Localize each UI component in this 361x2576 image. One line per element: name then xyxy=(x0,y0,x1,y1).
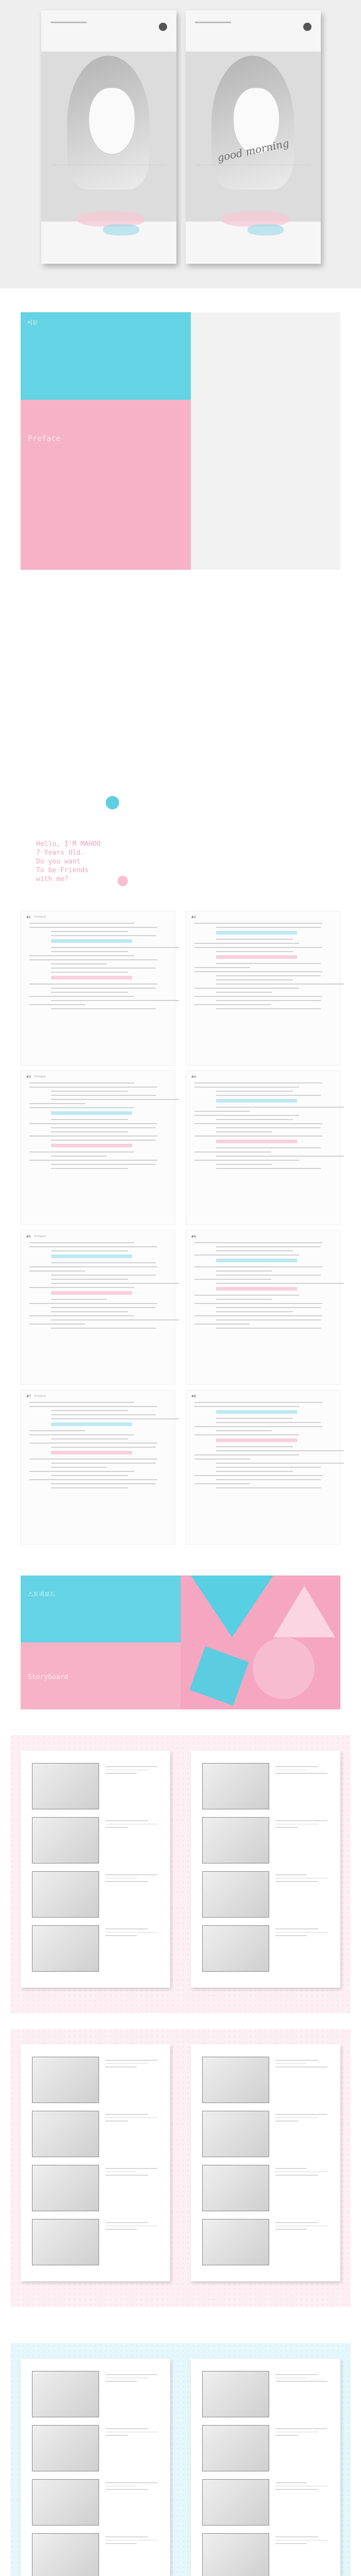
script-page-number: #7 xyxy=(26,1395,31,1398)
storyboard-row xyxy=(195,2109,336,2160)
script-lines xyxy=(194,923,334,1012)
book-cover-1 xyxy=(41,10,176,264)
storyboard-frame xyxy=(32,2219,99,2265)
storyboard-frame xyxy=(32,1925,99,1972)
preface-pink-block xyxy=(21,400,191,570)
storyboard-row xyxy=(25,2531,166,2576)
script-page xyxy=(186,1390,340,1545)
storyboard-row xyxy=(195,1815,336,1867)
script-lines xyxy=(29,923,169,1012)
preface-title-ko: 서문 xyxy=(27,319,38,326)
storyboard-row xyxy=(195,2423,336,2475)
storyboard-frame xyxy=(32,2057,99,2103)
storyboard-frame xyxy=(202,2219,269,2265)
storyboard-frame xyxy=(32,2479,99,2526)
square-shape xyxy=(189,1646,249,1705)
storyboard-sheet xyxy=(21,1751,170,1988)
storyboard-row xyxy=(25,1869,166,1921)
cover-signature: good morning xyxy=(216,137,290,164)
storyboard-sheet xyxy=(21,2359,170,2576)
script-page-number: #3 xyxy=(26,1075,31,1079)
storyboard-row xyxy=(195,1761,336,1812)
storyboard-label-ko: 스토리보드 xyxy=(28,1591,56,1598)
storyboard-row xyxy=(25,2109,166,2160)
script-page-number: #8 xyxy=(191,1395,196,1398)
storyboard-frame xyxy=(202,2371,269,2417)
storyboard-spread xyxy=(10,2029,351,2307)
cover-header-line xyxy=(195,22,231,23)
girl-face-illustration xyxy=(89,88,135,155)
script-page xyxy=(186,911,340,1065)
storyboard-row xyxy=(195,2477,336,2529)
script-page-name: Prologue xyxy=(35,1235,46,1238)
storyboard-row xyxy=(25,2055,166,2106)
storyboard-frame xyxy=(202,2425,269,2471)
script-page xyxy=(21,1230,175,1385)
triangle-shape xyxy=(191,1575,273,1637)
smile-face-icon xyxy=(106,796,119,809)
storyboard-frame xyxy=(202,2111,269,2157)
script-lines xyxy=(29,1402,169,1492)
geometric-art xyxy=(180,1575,340,1709)
storyboard-sheet xyxy=(191,2359,340,2576)
storyboard-frame xyxy=(32,2111,99,2157)
storyboard-row xyxy=(25,2477,166,2529)
storyboard-frame xyxy=(202,1763,269,1809)
sketch-lines xyxy=(52,165,165,216)
preface-blue-block xyxy=(21,312,191,400)
script-page-name: Prologue xyxy=(35,1075,46,1078)
script-page-number: #5 xyxy=(26,1235,31,1239)
storyboard-row xyxy=(25,2217,166,2268)
script-page xyxy=(21,1390,175,1545)
cover-header-line xyxy=(51,22,87,23)
script-pages-section xyxy=(21,911,340,1550)
storyboard-spread xyxy=(10,1735,351,2013)
blue-brush-mark xyxy=(103,224,139,235)
storyboard-frame xyxy=(32,2165,99,2211)
storyboard-row xyxy=(195,2217,336,2268)
storyboard-row xyxy=(195,1869,336,1921)
script-page-number: #4 xyxy=(191,1075,196,1079)
preface-section xyxy=(21,312,340,570)
storyboard-frame xyxy=(202,1817,269,1863)
script-lines xyxy=(194,1402,334,1492)
storyboard-frame xyxy=(202,1925,269,1972)
storyboard-frame xyxy=(32,2425,99,2471)
script-lines xyxy=(29,1082,169,1172)
script-page xyxy=(186,1230,340,1385)
storyboard-frame xyxy=(32,2371,99,2417)
script-page xyxy=(186,1071,340,1225)
book-cover-2 xyxy=(186,10,321,264)
storyboard-frame xyxy=(32,1817,99,1863)
storyboard-divider xyxy=(21,1575,340,1709)
storyboard-row xyxy=(25,2423,166,2475)
script-page-name: Prologue xyxy=(35,1395,46,1398)
storyboard-pink-block xyxy=(21,1642,180,1709)
storyboard-row xyxy=(195,2369,336,2420)
essay-right-column xyxy=(191,592,340,596)
storyboard-frame xyxy=(202,2479,269,2526)
storyboard-row xyxy=(25,2369,166,2420)
storyboard-frame xyxy=(202,1871,269,1918)
storyboard-row xyxy=(25,2163,166,2214)
script-page-number: #1 xyxy=(26,916,31,919)
script-lines xyxy=(194,1082,334,1172)
script-page-number: #6 xyxy=(191,1235,196,1239)
book-covers-section xyxy=(0,0,361,289)
script-page xyxy=(21,911,175,1065)
script-lines xyxy=(194,1242,334,1332)
storyboard-frame xyxy=(32,2533,99,2576)
circle-shape xyxy=(253,1637,315,1699)
storyboard-frame xyxy=(32,1871,99,1918)
storyboard-row xyxy=(25,1761,166,1812)
storyboard-sheet xyxy=(21,2044,170,2281)
storyboard-frame xyxy=(202,2165,269,2211)
publisher-mark-icon xyxy=(303,23,311,31)
essay-left-column xyxy=(21,592,170,596)
storyboard-frame xyxy=(202,2057,269,2103)
script-page xyxy=(21,1071,175,1225)
storyboard-row xyxy=(195,2055,336,2106)
script-lines xyxy=(29,1242,169,1332)
storyboard-frame xyxy=(202,2533,269,2576)
storyboard-spread xyxy=(10,2343,351,2576)
essay-spread xyxy=(21,592,340,768)
storyboard-label-en: Storyboard xyxy=(28,1673,69,1681)
script-page-name: Prologue xyxy=(35,916,46,919)
preface-title-en: Preface xyxy=(28,434,61,443)
storyboard-sheet xyxy=(191,1751,340,1988)
storyboard-row xyxy=(195,1923,336,1975)
storyboard-row xyxy=(25,1815,166,1867)
storyboard-row xyxy=(25,1923,166,1975)
slogan-en: Hello, I'M MAHOO 7 Years Old. Do you want To be Friends with me? xyxy=(36,840,101,883)
storyboard-sheet xyxy=(191,2044,340,2281)
storyboard-row xyxy=(195,2531,336,2576)
storyboard-row xyxy=(195,2163,336,2214)
blue-brush-mark xyxy=(248,224,284,235)
paw-icon xyxy=(118,876,128,886)
script-page-number: #2 xyxy=(191,916,196,919)
storyboard-frame xyxy=(32,1763,99,1809)
sketch-lines xyxy=(196,165,309,216)
triangle-shape xyxy=(273,1586,335,1637)
publisher-mark-icon xyxy=(159,23,167,31)
